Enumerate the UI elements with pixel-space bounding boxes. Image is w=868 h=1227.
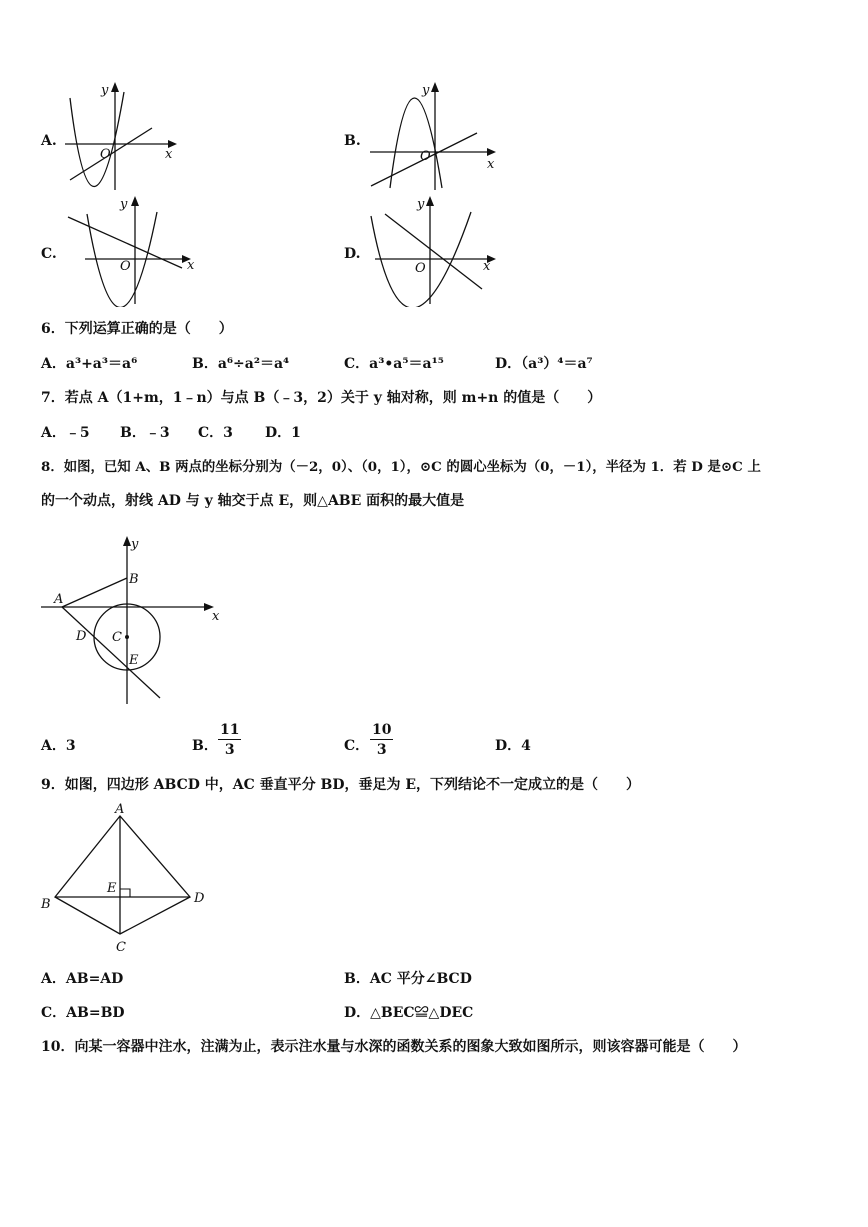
q9-option-b[interactable] bbox=[344, 968, 472, 988]
q7-option-b-value: ﹣3 bbox=[145, 425, 170, 441]
q9-fig-a-label: A bbox=[115, 802, 125, 817]
q6-stem: 6．下列运算正确的是（ ） bbox=[41, 321, 233, 337]
q9-fig-d-label: D bbox=[194, 891, 205, 906]
q8-option-c[interactable] bbox=[344, 735, 369, 755]
q7-option-a-value: ﹣5 bbox=[65, 425, 90, 441]
q5-a-y-label: y bbox=[101, 83, 109, 98]
q6-option-c-label: C． bbox=[344, 356, 370, 372]
q8-option-c-fraction bbox=[370, 723, 393, 757]
q8-option-d-label: D． bbox=[495, 738, 522, 754]
q7-stem: 7．若点 A（1+m，1﹣n）与点 B（﹣3，2）关于 y 轴对称，则 m+n 的值是（ ） bbox=[41, 390, 602, 406]
q9-option-b-label: B． bbox=[344, 971, 370, 987]
q7-option-c-value: 3 bbox=[223, 425, 233, 441]
q9-option-c-label: C． bbox=[41, 1005, 67, 1021]
q7-option-d-label: D． bbox=[265, 425, 292, 441]
q5-option-b-label: B. bbox=[344, 133, 361, 149]
q8-option-a-value: 3 bbox=[65, 738, 76, 754]
q5-option-a-label: A. bbox=[41, 133, 57, 149]
q6-option-b-expr: a⁶÷a²＝a⁴ bbox=[217, 356, 290, 372]
q5-option-d-graph bbox=[365, 192, 505, 307]
q9-option-c-value: AB=BD bbox=[66, 1005, 125, 1021]
q5-option-c-label: C. bbox=[41, 246, 57, 262]
q5-c-y-label: y bbox=[120, 197, 128, 212]
q6-option-d[interactable] bbox=[495, 353, 593, 373]
q8-fig-y-label: y bbox=[131, 537, 139, 552]
q6-option-a[interactable] bbox=[41, 353, 137, 373]
q7-option-c[interactable] bbox=[198, 422, 233, 442]
q9-option-b-value: AC 平分∠BCD bbox=[369, 971, 472, 987]
q6-option-d-label: D． bbox=[495, 356, 522, 372]
q8-option-a-label: A． bbox=[41, 738, 66, 754]
q8-option-d-value: 4 bbox=[521, 738, 531, 754]
q5-b-x-label: x bbox=[487, 157, 495, 172]
q5-option-c-graph bbox=[60, 192, 200, 307]
q9-option-d[interactable] bbox=[344, 1002, 473, 1022]
q8-stem-line1: 8．如图，已知 A、B 两点的坐标分别为（－2，0）、（0，1），⊙C 的圆心坐标为（0，－1），半径为 1．若 D 是⊙C 上 bbox=[41, 459, 761, 475]
q5-c-origin-label: O bbox=[120, 259, 131, 274]
q8-stem-line2: 的一个动点，射线 AD 与 y 轴交于点 E，则△ABE 面积的最大值是 bbox=[41, 493, 465, 509]
q5-d-y-label: y bbox=[417, 197, 425, 212]
q8-fig-x-label: x bbox=[212, 609, 220, 624]
q8-option-b-fraction bbox=[218, 723, 241, 757]
q8-option-d[interactable] bbox=[495, 735, 531, 755]
q8-fig-e-label: E bbox=[129, 653, 139, 668]
q7-option-b-label: B． bbox=[120, 425, 146, 441]
q9-option-d-label: D． bbox=[344, 1005, 371, 1021]
q7-option-a-label: A． bbox=[41, 425, 66, 441]
q8-fig-d-label: D bbox=[76, 629, 87, 644]
q9-option-a[interactable] bbox=[41, 968, 123, 988]
q6-option-a-expr: a³+a³＝a⁶ bbox=[65, 356, 138, 372]
q9-option-d-value: △BEC≌△DEC bbox=[370, 1005, 474, 1021]
q9-option-a-label: A． bbox=[41, 971, 66, 987]
q8-fig-c-label: C bbox=[112, 630, 122, 645]
q8-option-b-numerator: 11 bbox=[220, 722, 240, 738]
q5-d-x-label: x bbox=[483, 259, 491, 274]
q10-stem: 10．向某一容器中注水，注满为止，表示注水量与水深的函数关系的图象大致如图所示，则该容器可能是（ ） bbox=[41, 1039, 747, 1055]
q8-fig-b-label: B bbox=[129, 572, 139, 587]
q9-fig-c-label: C bbox=[116, 940, 126, 955]
q8-option-c-numerator: 10 bbox=[372, 722, 392, 738]
q5-option-d-label: D. bbox=[344, 246, 361, 262]
q6-option-a-label: A． bbox=[41, 356, 66, 372]
q6-option-c-expr: a³•a⁵＝a¹⁵ bbox=[369, 356, 444, 372]
q5-d-origin-label: O bbox=[415, 261, 426, 276]
q5-b-origin-label: O bbox=[420, 149, 431, 164]
q8-option-c-label: C． bbox=[344, 738, 370, 754]
q9-fig-b-label: B bbox=[41, 897, 51, 912]
q9-stem: 9．如图，四边形 ABCD 中，AC 垂直平分 BD，垂足为 E，下列结论不一定成立的是（ ） bbox=[41, 777, 640, 793]
q5-option-b-graph bbox=[365, 78, 505, 193]
q8-option-b-label: B． bbox=[192, 738, 218, 754]
q8-option-b[interactable] bbox=[192, 735, 218, 755]
q6-option-d-expr: （a³）⁴＝a⁷ bbox=[521, 356, 593, 372]
q5-option-a-graph bbox=[60, 78, 185, 193]
q8-option-c-denominator: 3 bbox=[376, 742, 387, 758]
q6-option-b[interactable] bbox=[192, 353, 289, 373]
q9-figure bbox=[38, 800, 213, 960]
q5-a-x-label: x bbox=[165, 147, 173, 162]
q5-a-origin-label: O bbox=[100, 147, 111, 162]
q5-c-x-label: x bbox=[187, 258, 195, 273]
q8-option-b-denominator: 3 bbox=[224, 742, 235, 758]
q7-option-d[interactable] bbox=[265, 422, 301, 442]
q9-fig-e-label: E bbox=[107, 881, 117, 896]
q6-option-c[interactable] bbox=[344, 353, 444, 373]
q5-b-y-label: y bbox=[422, 83, 430, 98]
q7-option-a[interactable] bbox=[41, 422, 90, 442]
q7-option-c-label: C． bbox=[198, 425, 224, 441]
q7-option-d-value: 1 bbox=[291, 425, 301, 441]
q6-option-b-label: B． bbox=[192, 356, 218, 372]
q8-option-a[interactable] bbox=[41, 735, 76, 755]
q8-fig-a-label: A bbox=[54, 592, 64, 607]
q9-option-c[interactable] bbox=[41, 1002, 125, 1022]
q7-option-b[interactable] bbox=[120, 422, 170, 442]
q9-option-a-value: AB=AD bbox=[65, 971, 124, 987]
q8-figure bbox=[38, 528, 233, 706]
